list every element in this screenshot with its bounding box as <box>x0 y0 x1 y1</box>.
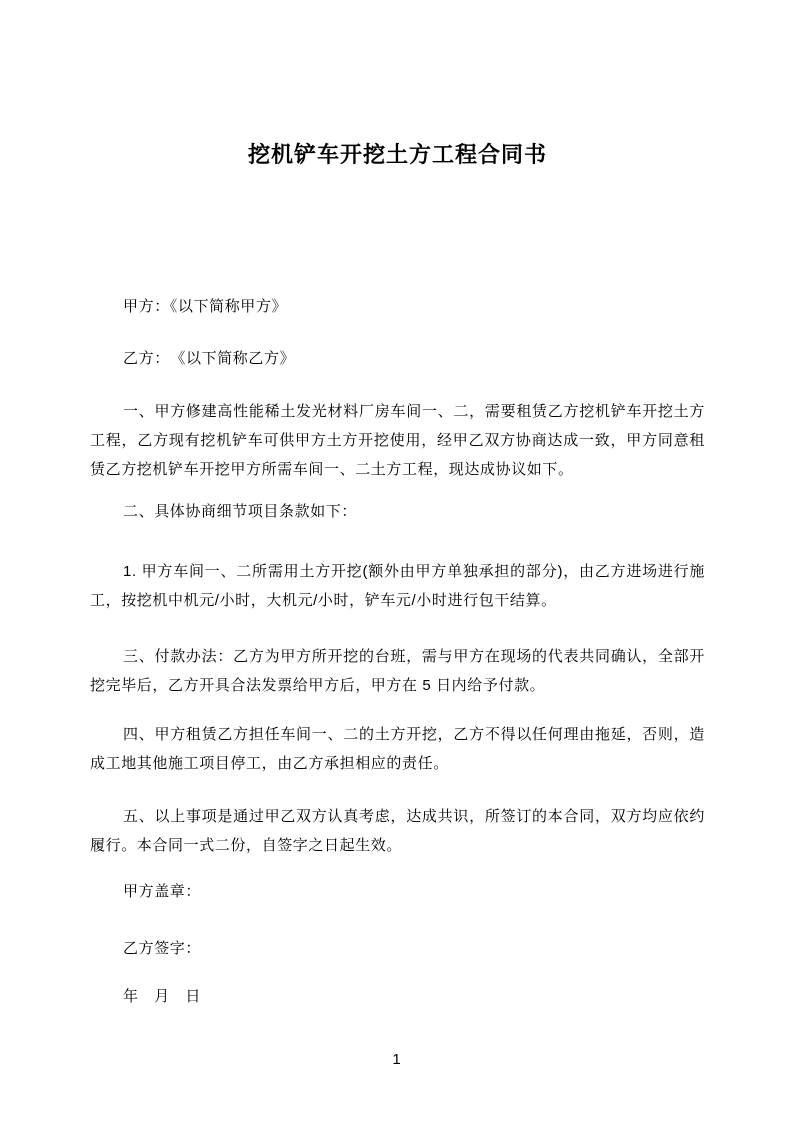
document-title: 挖机铲车开挖土方工程合同书 <box>247 142 547 167</box>
party-b-line: 乙方： 《以下简称乙方》 <box>123 350 296 367</box>
party-a-line: 甲方：《以下简称甲方》 <box>123 298 288 315</box>
clause-5-paragraph: 五、以上事项是通过甲乙双方认真考虑，达成共识，所签订的本合同，双方均应依约履行。本合同一式二份，自签字之日起生效。 <box>90 808 705 854</box>
clause-2-paragraph: 二、具体协商细节项目条款如下： <box>123 503 358 520</box>
clause-4-paragraph: 四、甲方租赁乙方担任车间一、二的土方开挖，乙方不得以任何理由拖延，否则，造成工地其他施工项目停工，由乙方承担相应的责任。 <box>90 726 705 772</box>
party-b-signature-line: 乙方签字： <box>123 940 202 957</box>
clause-2-item-1-paragraph: 1. 甲方车间一、二所需用土方开挖(额外由甲方单独承担的部分)，由乙方进场进行施工，按挖机中机元/小时，大机元/小时，铲车元/小时进行包干结算。 <box>90 563 705 609</box>
clause-3-paragraph: 三、付款办法：乙方为甲方所开挖的台班，需与甲方在现场的代表共同确认，全部开挖完毕后，乙方开具合法发票给甲方后，甲方在 5 日内给予付款。 <box>90 648 705 694</box>
party-a-seal-line: 甲方盖章： <box>123 883 202 900</box>
date-line: 年 月 日 <box>123 988 202 1005</box>
page-number: 1 <box>392 1051 401 1068</box>
clause-1-paragraph: 一、甲方修建高性能稀土发光材料厂房车间一、二，需要租赁乙方挖机铲车开挖土方工程，乙方现有挖机铲车可供甲方土方开挖使用，经甲乙双方协商达成一致，甲方同意租赁乙方挖机铲车开挖甲方所需车间一、二土方工程，现达成协议如下。 <box>90 403 705 478</box>
